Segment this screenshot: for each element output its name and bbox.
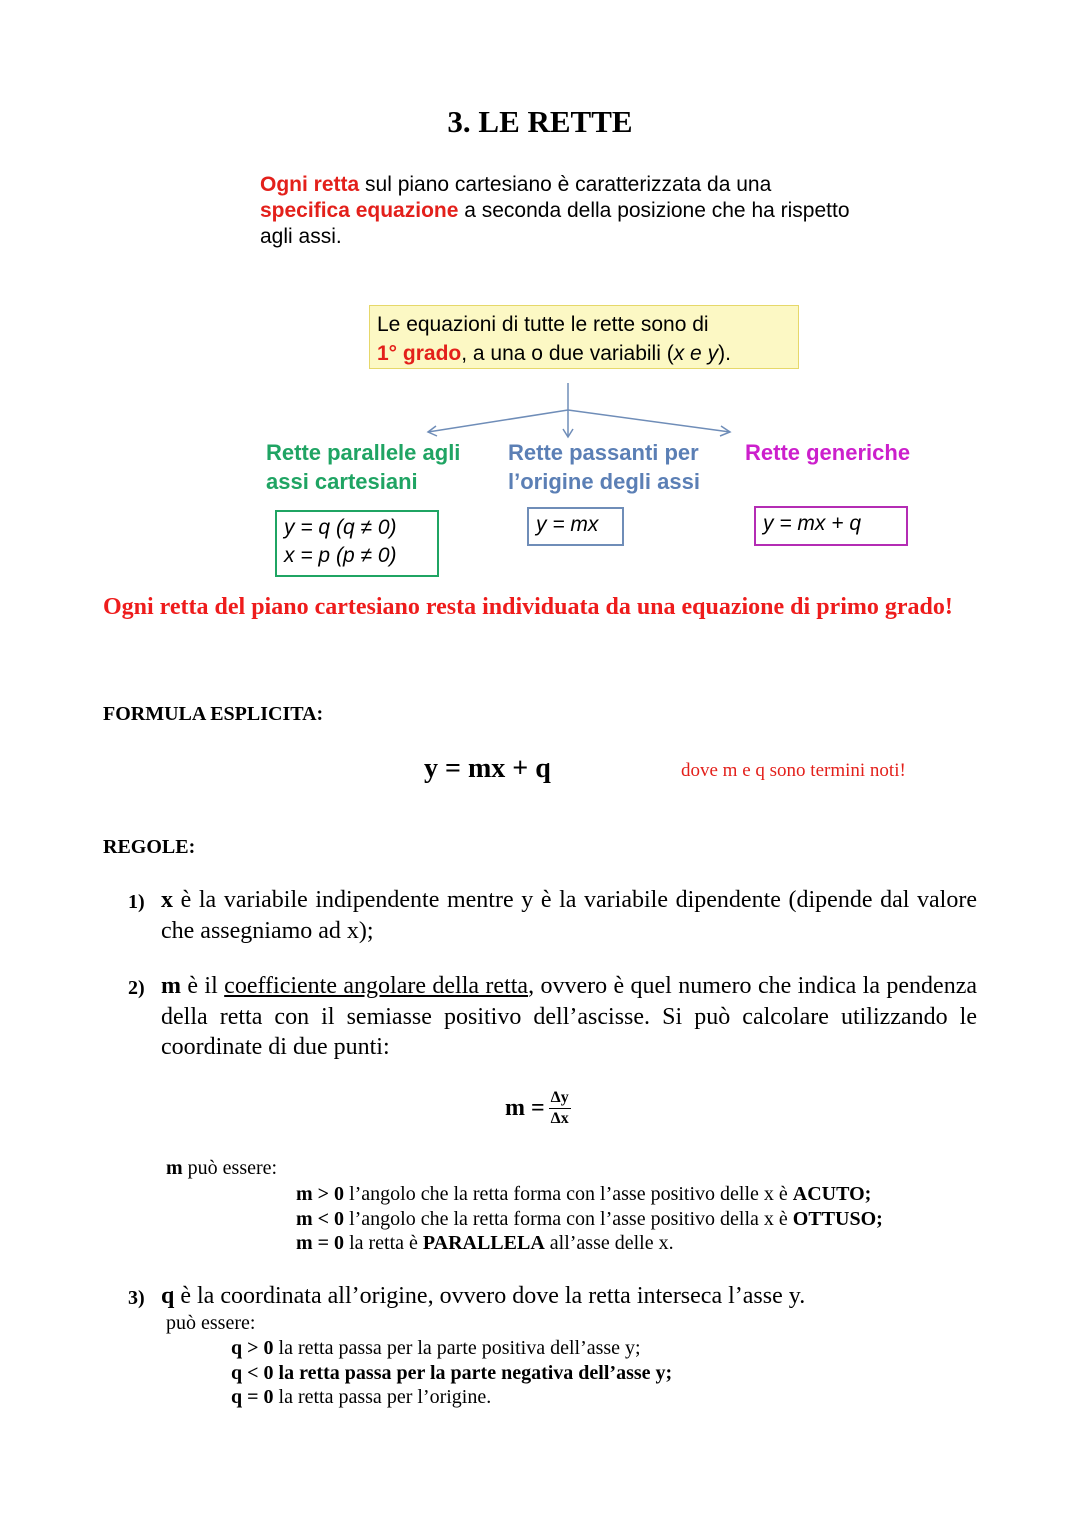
text: y = q (q ≠ 0) [284,516,397,539]
text: sul piano cartesiano è caratterizzata da una [359,173,772,196]
text [568,410,730,432]
text: m < 0 [296,1207,345,1230]
text: m [166,1157,183,1179]
q-case [231,1385,672,1410]
text: all’asse delle x. [544,1232,674,1254]
text: è la variabile indipendente mentre y è la variabile dipendente (dipende dal valore che assegniamo ad x); [161,887,977,944]
text: m = [505,1095,545,1121]
rule-3 [128,1281,977,1312]
rule-1 [128,885,977,946]
text: ACUTO; [792,1183,872,1205]
equation-box-parallel [275,510,439,577]
m-cases [296,1182,883,1256]
text [161,885,977,946]
text: l’angolo che la retta forma con l’asse positivo della x è [344,1207,793,1230]
text: la retta passa per l’origine. [273,1386,492,1408]
text: , ovvero è quel numero che indica la pendenza della retta con il semiasse positivo dell’ascisse. Si può calcolare utilizzando le coordinate di due punti: [161,973,977,1060]
text: Rette passanti per [508,440,699,465]
text: assi cartesiani [266,469,418,494]
text: Rette parallele agli [266,440,461,465]
text: 1) [128,891,145,913]
text: y = mx + q [763,512,862,535]
text: x e y [673,342,719,365]
text: y = mx [536,513,599,536]
text: m [161,973,181,999]
slope-formula [505,1088,571,1129]
text [428,410,568,432]
key-statement: Ogni retta del piano cartesiano resta individuata da una equazione di primo grado! [103,594,953,620]
q-can-be: può essere: [166,1312,256,1334]
rule-2 [128,971,977,1063]
category-generic-label [745,438,910,467]
text: coefficiente angolare della retta [224,973,529,999]
text: è il [181,973,225,999]
text: q [161,1283,175,1309]
text: m = 0 [296,1232,345,1254]
highlight: 1° grado [377,342,462,365]
text: Δy [549,1088,571,1109]
text: q < 0 la retta passa per la parte negativa dell’asse y; [231,1361,673,1384]
text: Rette generiche [745,440,911,465]
text: la retta passa per la parte positiva dell’asse y; [273,1337,641,1359]
equation-box-origin [527,507,624,546]
formula-note: dove m e q sono termini noti! [681,760,906,781]
text [549,1088,571,1129]
rules-heading: REGOLE: [103,836,196,858]
text: ). [718,342,731,365]
text: OTTUSO; [792,1207,883,1230]
text: q = 0 [231,1386,274,1408]
category-parallel-label [266,438,460,496]
branch-arrows [0,0,1080,460]
text: la retta è [344,1232,423,1254]
equation-box-generic [754,506,908,546]
m-case [296,1182,883,1207]
text [161,1281,977,1312]
text: m > 0 [296,1183,345,1205]
text: a seconda della posizione che ha rispetto agli assi. [260,199,850,248]
text: Le equazioni di tutte le rette sono di [377,313,709,336]
q-case [231,1336,672,1361]
text: , a una o due variabili ( [461,342,674,365]
m-can-be [166,1156,277,1181]
m-case [296,1231,883,1256]
page-title: 3. LE RETTE [447,104,633,139]
text: 2) [128,977,145,999]
formula-heading: FORMULA ESPLICITA: [103,703,324,725]
text: Δx [550,1110,569,1127]
m-case [296,1207,883,1232]
text: x [161,887,173,913]
text: PARALLELA [422,1232,545,1254]
text: q > 0 [231,1337,274,1359]
text: può essere: [182,1157,278,1179]
highlight: specifica equazione [260,199,459,222]
highlight: Ogni retta [260,173,360,196]
category-origin-label [508,438,700,496]
text [161,971,977,1063]
text: 3) [128,1287,145,1309]
q-cases [231,1336,672,1410]
text: x = p (p ≠ 0) [284,544,397,567]
text [428,383,730,437]
explicit-formula: y = mx + q [424,753,551,784]
text: è la coordinata all’origine, ovvero dove la retta interseca l’asse y. [174,1283,806,1309]
text: l’origine degli assi [508,469,700,494]
q-case [231,1361,672,1386]
text: l’angolo che la retta forma con l’asse positivo delle x è [344,1183,793,1205]
